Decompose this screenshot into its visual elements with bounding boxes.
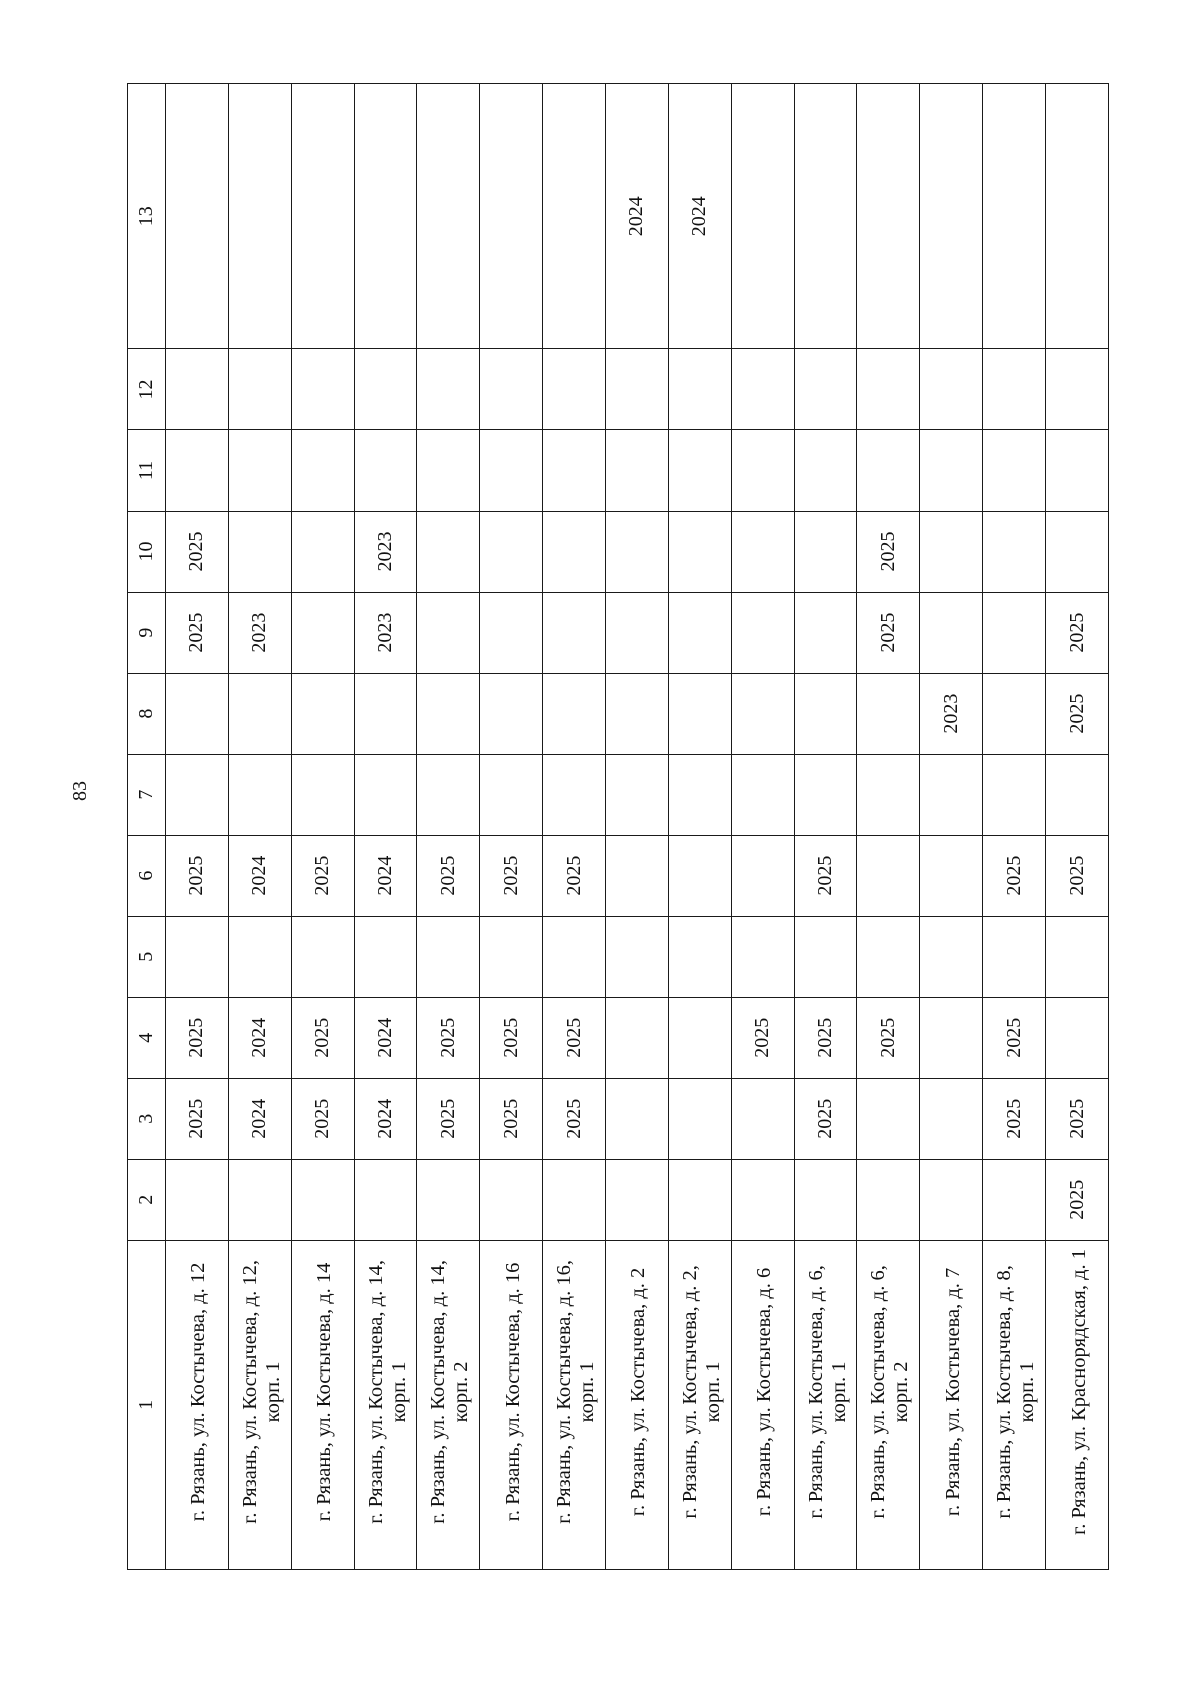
year-cell [291,592,354,673]
year-cell [166,1159,229,1240]
year-cell: 2024 [354,1078,417,1159]
year-cell [480,511,543,592]
year-cell [606,592,669,673]
year-cell [417,349,480,430]
year-cell [668,1159,731,1240]
year-cell [920,84,983,349]
year-cell [731,592,794,673]
year-cell [1046,916,1109,997]
year-cell: 2024 [354,835,417,916]
table-row [731,84,794,1570]
year-cell: 2025 [983,997,1046,1078]
year-cell [794,1159,857,1240]
year-cell: 2025 [983,1078,1046,1159]
year-cell [417,754,480,835]
year-cell [794,430,857,511]
address-cell: г. Рязань, ул. Костычева, д. 6, корп. 1 [794,1240,857,1569]
year-cell [668,997,731,1078]
year-cell [291,349,354,430]
year-cell [543,1159,606,1240]
year-cell [291,916,354,997]
year-cell: 2025 [1046,835,1109,916]
year-cell [417,511,480,592]
year-cell [228,916,291,997]
year-cell [417,84,480,349]
year-cell [291,511,354,592]
year-cell [166,673,229,754]
year-cell: 2025 [291,997,354,1078]
year-cell [291,84,354,349]
year-cell [731,916,794,997]
year-cell [606,916,669,997]
year-cell [354,84,417,349]
year-cell [731,1159,794,1240]
year-cell [731,84,794,349]
column-header: 7 [128,754,166,835]
table-body [166,84,1109,1570]
year-cell: 2023 [228,592,291,673]
year-cell [606,349,669,430]
year-cell [543,754,606,835]
year-cell [983,349,1046,430]
year-cell [606,1159,669,1240]
year-cell [857,1078,920,1159]
year-cell: 2023 [920,673,983,754]
year-cell [920,754,983,835]
year-cell [354,430,417,511]
year-cell [354,673,417,754]
page-number: 83 [69,781,91,801]
year-cell [228,84,291,349]
year-cell: 2025 [857,511,920,592]
year-cell [543,349,606,430]
column-header: 10 [128,511,166,592]
year-cell: 2023 [354,511,417,592]
year-cell: 2025 [417,997,480,1078]
year-cell [857,1159,920,1240]
column-header: 9 [128,592,166,673]
year-cell [857,835,920,916]
header-row [128,84,166,1570]
table-container [127,83,1109,1570]
year-cell [857,349,920,430]
year-cell: 2025 [166,592,229,673]
year-cell: 2025 [480,835,543,916]
year-cell [668,592,731,673]
year-cell [857,673,920,754]
year-cell: 2025 [857,997,920,1078]
address-cell: г. Рязань, ул. Костычева, д. 14, корп. 2 [417,1240,480,1569]
year-cell [668,430,731,511]
year-cell: 2025 [291,835,354,916]
address-cell: г. Рязань, ул. Костычева, д. 14, корп. 1 [354,1240,417,1569]
year-cell [731,511,794,592]
column-header: 1 [128,1240,166,1569]
year-cell [291,1159,354,1240]
year-cell [354,1159,417,1240]
table-row [417,84,480,1570]
year-cell [920,1078,983,1159]
year-cell [417,673,480,754]
table-row [543,84,606,1570]
year-cell: 2024 [228,1078,291,1159]
year-cell [731,754,794,835]
table-row [668,84,731,1570]
year-cell [983,754,1046,835]
column-header: 13 [128,84,166,349]
year-cell [794,673,857,754]
year-cell [166,916,229,997]
year-cell: 2025 [1046,1159,1109,1240]
year-cell [228,673,291,754]
year-cell [543,84,606,349]
column-header: 6 [128,835,166,916]
year-cell [920,1159,983,1240]
year-cell [1046,997,1109,1078]
year-cell [543,916,606,997]
year-cell [543,430,606,511]
year-cell [166,430,229,511]
year-cell [920,349,983,430]
column-header: 12 [128,349,166,430]
year-cell: 2025 [166,1078,229,1159]
year-cell [480,916,543,997]
year-cell: 2025 [794,835,857,916]
year-cell [983,84,1046,349]
table-row [291,84,354,1570]
column-header: 4 [128,997,166,1078]
year-cell [794,511,857,592]
year-cell: 2025 [166,997,229,1078]
year-cell [731,835,794,916]
year-cell: 2024 [668,84,731,349]
year-cell [857,754,920,835]
year-cell: 2025 [480,997,543,1078]
address-cell: г. Рязань, ул. Костычева, д. 14 [291,1240,354,1569]
address-cell: г. Рязань, ул. Костычева, д. 7 [920,1240,983,1569]
column-header: 8 [128,673,166,754]
year-cell: 2025 [794,997,857,1078]
year-cell: 2025 [857,592,920,673]
year-cell [668,835,731,916]
year-cell [668,754,731,835]
year-cell [480,430,543,511]
year-cell [983,430,1046,511]
column-header: 3 [128,1078,166,1159]
year-cell [731,1078,794,1159]
column-header: 5 [128,916,166,997]
year-cell [417,1159,480,1240]
table-row [983,84,1046,1570]
year-cell [417,592,480,673]
year-cell [606,835,669,916]
year-cell [794,754,857,835]
year-cell: 2025 [480,1078,543,1159]
year-cell [606,511,669,592]
year-cell [668,349,731,430]
year-cell: 2025 [166,835,229,916]
column-header: 11 [128,430,166,511]
year-cell [543,511,606,592]
year-cell [228,511,291,592]
year-cell [480,349,543,430]
address-cell: г. Рязань, ул. Костычева, д. 8, корп. 1 [983,1240,1046,1569]
address-cell: г. Рязань, ул. Костычева, д. 16 [480,1240,543,1569]
year-cell [606,673,669,754]
table-row [857,84,920,1570]
year-cell [480,592,543,673]
year-cell: 2025 [1046,673,1109,754]
year-cell [920,592,983,673]
year-cell [668,511,731,592]
year-cell: 2024 [228,835,291,916]
year-cell [480,84,543,349]
table-row [166,84,229,1570]
year-cell: 2025 [417,1078,480,1159]
year-cell [1046,84,1109,349]
year-cell [291,430,354,511]
table-row [480,84,543,1570]
year-cell [983,673,1046,754]
table-row [920,84,983,1570]
year-cell [920,835,983,916]
year-cell [857,430,920,511]
address-cell: г. Рязань, ул. Костычева, д. 12, корп. 1 [228,1240,291,1569]
year-cell [480,1159,543,1240]
year-cell [228,349,291,430]
table-row [1046,84,1109,1570]
year-cell [794,84,857,349]
year-cell: 2025 [983,835,1046,916]
year-cell: 2025 [1046,1078,1109,1159]
table-row [606,84,669,1570]
year-cell: 2025 [794,1078,857,1159]
year-cell [794,916,857,997]
address-cell: г. Рязань, ул. Краснорядская, д. 1 [1046,1240,1109,1569]
address-cell: г. Рязань, ул. Костычева, д. 2, корп. 1 [668,1240,731,1569]
year-cell: 2025 [417,835,480,916]
year-cell [1046,430,1109,511]
year-cell: 2025 [1046,592,1109,673]
year-cell [920,916,983,997]
address-cell: г. Рязань, ул. Костычева, д. 16, корп. 1 [543,1240,606,1569]
year-cell [228,430,291,511]
year-cell [1046,754,1109,835]
year-cell [480,754,543,835]
year-cell: 2024 [606,84,669,349]
table-row [228,84,291,1570]
year-cell [543,673,606,754]
year-cell [731,349,794,430]
year-cell [480,673,543,754]
year-cell [920,511,983,592]
year-cell [417,430,480,511]
year-cell: 2025 [543,1078,606,1159]
address-cell: г. Рязань, ул. Костычева, д. 6, корп. 2 [857,1240,920,1569]
year-cell [354,349,417,430]
year-cell [731,430,794,511]
year-cell [794,349,857,430]
year-cell [354,916,417,997]
address-cell: г. Рязань, ул. Костычева, д. 12 [166,1240,229,1569]
year-cell [1046,511,1109,592]
year-cell [668,673,731,754]
year-cell [228,754,291,835]
year-cell [1046,349,1109,430]
year-cell [920,997,983,1078]
year-cell: 2025 [543,835,606,916]
year-cell: 2024 [354,997,417,1078]
year-cell: 2025 [166,511,229,592]
year-cell: 2024 [228,997,291,1078]
rotated-table-frame [127,83,1109,1570]
year-cell [166,754,229,835]
year-cell [291,673,354,754]
address-cell: г. Рязань, ул. Костычева, д. 6 [731,1240,794,1569]
year-cell [731,673,794,754]
year-cell [857,84,920,349]
year-cell [983,1159,1046,1240]
year-cell [668,916,731,997]
table-row [354,84,417,1570]
year-cell [166,349,229,430]
year-cell [417,916,480,997]
year-cell [606,1078,669,1159]
year-cell [983,916,1046,997]
year-cell [983,511,1046,592]
table-row [794,84,857,1570]
year-cell [606,997,669,1078]
year-cell [920,430,983,511]
year-cell: 2025 [543,997,606,1078]
year-cell [857,916,920,997]
year-cell [543,592,606,673]
year-cell: 2025 [731,997,794,1078]
year-cell: 2025 [291,1078,354,1159]
schedule-table [127,83,1109,1570]
column-header: 2 [128,1159,166,1240]
table-header [128,84,166,1570]
year-cell: 2023 [354,592,417,673]
year-cell [354,754,417,835]
year-cell [606,430,669,511]
year-cell [794,592,857,673]
year-cell [983,592,1046,673]
year-cell [166,84,229,349]
address-cell: г. Рязань, ул. Костычева, д. 2 [606,1240,669,1569]
year-cell [228,1159,291,1240]
year-cell [668,1078,731,1159]
year-cell [606,754,669,835]
year-cell [291,754,354,835]
